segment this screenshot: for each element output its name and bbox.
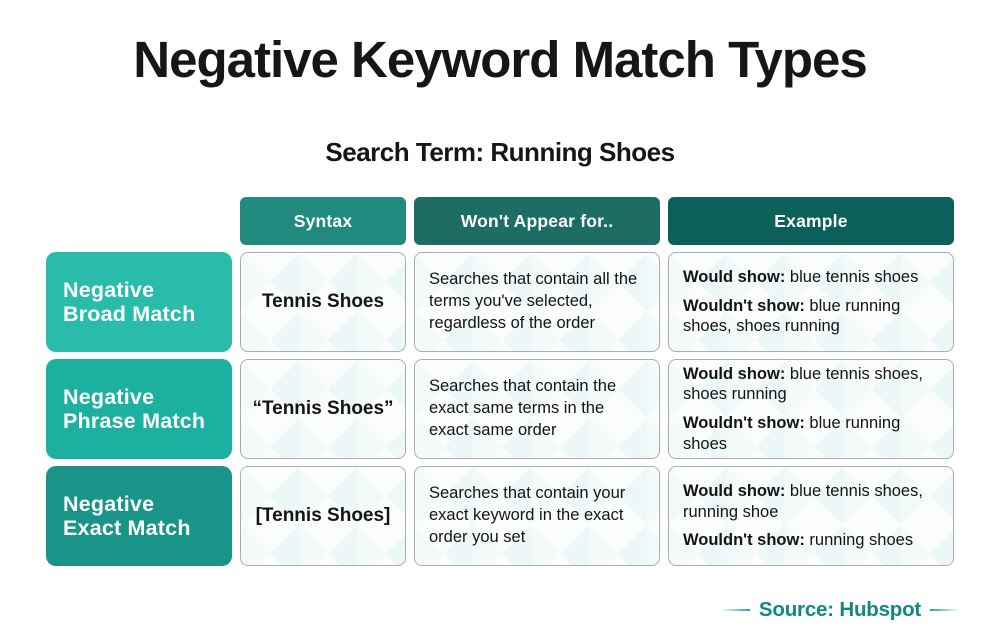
syntax-value: Tennis Shoes — [261, 291, 385, 312]
wouldnt-show-label: Wouldn't show: — [683, 531, 805, 550]
wont-appear-text: Searches that contain all the terms you've selected, regardless of the order — [429, 270, 638, 332]
would-show-value: blue tennis shoes, shoes running — [683, 364, 923, 404]
wont-appear-cell-broad — [414, 252, 660, 352]
column-header-wont-appear: Won't Appear for.. — [414, 197, 660, 245]
wouldnt-show-label: Wouldn't show: — [683, 296, 805, 315]
page-title: Negative Keyword Match Types — [133, 31, 867, 88]
example-wouldnt-show — [683, 296, 939, 337]
wont-appear-text: Searches that contain the exact same terms in the exact same order — [429, 377, 617, 439]
would-show-label: Would show: — [683, 364, 786, 383]
wouldnt-show-label: Wouldn't show: — [683, 414, 805, 432]
would-show-value: blue tennis shoes, running shoe — [683, 482, 923, 521]
wouldnt-show-value: running shoes — [804, 531, 914, 550]
syntax-cell-broad — [240, 252, 406, 352]
row-header-negative-exact-match — [46, 466, 232, 566]
row-header-label-line1: Negative — [63, 277, 155, 302]
divider-line-left — [720, 609, 750, 611]
example-would-show — [683, 364, 939, 405]
example-wouldnt-show — [683, 413, 939, 454]
row-header-label-line1: Negative — [63, 491, 155, 516]
search-term-subtitle: Search Term: Running Shoes — [325, 137, 675, 167]
syntax-cell-exact — [240, 466, 406, 566]
row-header-label-line1: Negative — [63, 384, 155, 409]
example-cell-phrase — [668, 359, 954, 459]
example-wouldnt-show — [683, 530, 939, 551]
syntax-value: [Tennis Shoes] — [255, 505, 391, 526]
row-header-label-line2: Phrase Match — [63, 409, 206, 433]
wouldnt-show-value: blue running shoes — [683, 414, 901, 453]
wouldnt-show-value: blue running shoes, shoes running — [683, 296, 901, 336]
would-show-label: Would show: — [683, 482, 786, 501]
example-cell-exact — [668, 466, 954, 566]
table-corner-spacer — [46, 197, 232, 245]
row-header-negative-broad-match — [46, 252, 232, 352]
divider-line-right — [930, 609, 960, 611]
source-label: Source: Hubspot — [758, 598, 922, 621]
syntax-value: “Tennis Shoes” — [252, 398, 394, 419]
example-would-show — [683, 267, 939, 288]
wont-appear-text: Searches that contain your exact keyword in the exact order you set — [429, 484, 626, 546]
column-header-example: Example — [668, 197, 954, 245]
would-show-label: Would show: — [683, 268, 786, 287]
match-types-table — [46, 197, 954, 566]
wont-appear-cell-exact — [414, 466, 660, 566]
syntax-cell-phrase — [240, 359, 406, 459]
row-header-label-line2: Exact Match — [63, 516, 191, 540]
row-header-label-line2: Broad Match — [63, 302, 196, 326]
would-show-value: blue tennis shoes — [785, 268, 919, 287]
source-attribution — [700, 595, 980, 625]
example-would-show — [683, 481, 939, 522]
column-header-syntax: Syntax — [240, 197, 406, 245]
wont-appear-cell-phrase — [414, 359, 660, 459]
row-header-negative-phrase-match — [46, 359, 232, 459]
example-cell-broad — [668, 252, 954, 352]
